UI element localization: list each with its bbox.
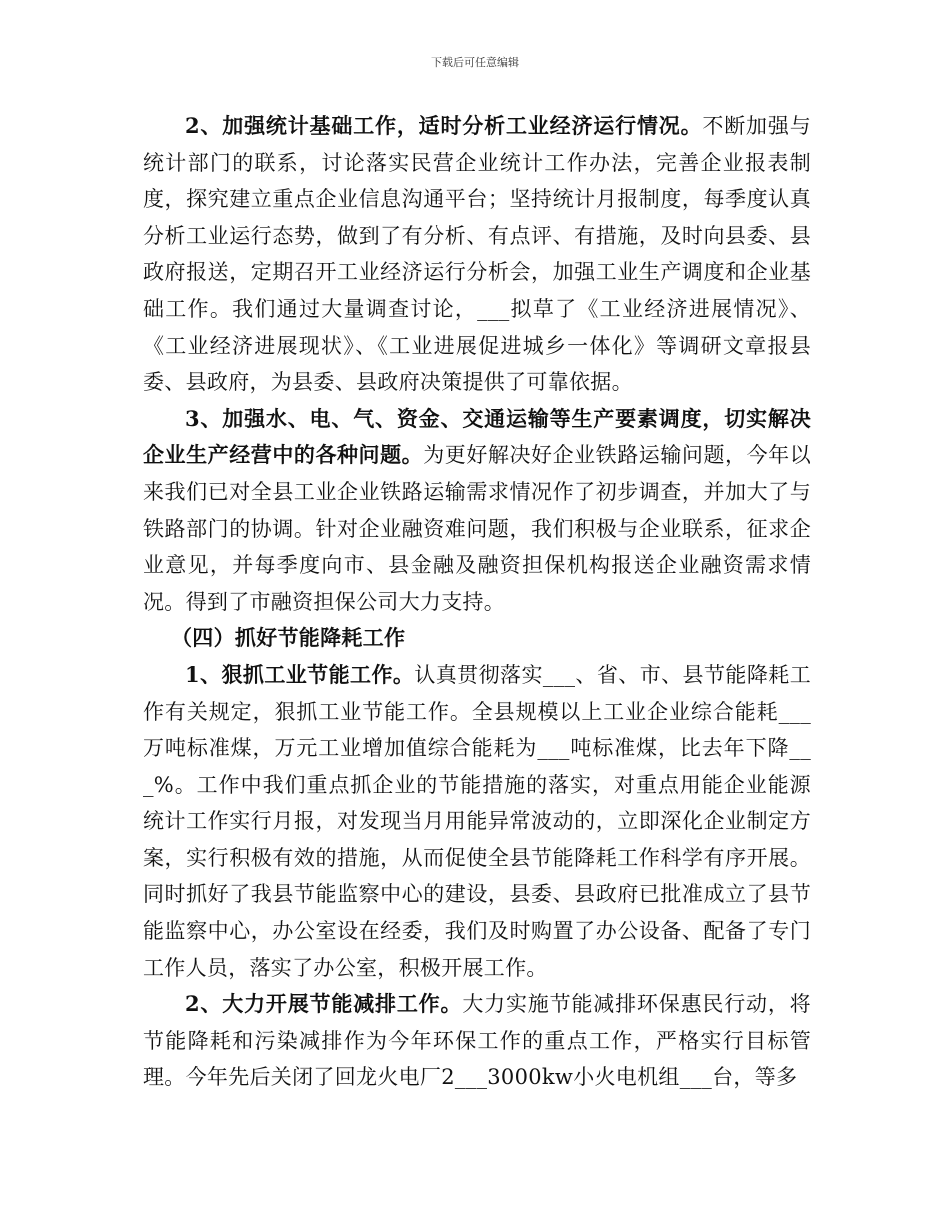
paragraph-heading: 3、加强水、电、气、资金、交通运输等生产要素调度，切实解决企业生产经营中的各种问题。 <box>143 405 811 468</box>
paragraph-statistics <box>143 108 811 401</box>
paragraph-energy-saving <box>143 657 811 986</box>
paragraph-text: 不断加强与统计部门的联系，讨论落实民营企业统计工作办法，完善企业报表制度，探究建立重点企业信息沟通平台；坚持统计月报制度，每季度认真分析工业运行态势，做到了有分析、有点评、有措施，及时向县委、县政府报送，定期召开工业经济运行分析会，加强工业生产调度和企业基础工作。我们通过大量调查讨论，___拟草了《工业经济进展情况》、《工业经济进展现状》、《工业进展促进城乡一体化》等调研文章报县委、县政府，为县委、县政府决策提供了可靠依据。 <box>143 114 812 395</box>
paragraph-text: 为更好解决好企业铁路运输问题，今年以来我们已对全县工业企业铁路运输需求情况作了初步调查，并加大了与铁路部门的协调。针对企业融资难问题，我们积极与企业联系，征求企业意见，并每季度向市、县金融及融资担保机构报送企业融资需求情况。得到了市融资担保公司大力支持。 <box>143 443 811 614</box>
paragraph-heading: 2、加强统计基础工作，适时分析工业经济运行情况。 <box>185 113 703 138</box>
section-heading: （四）抓好节能降耗工作 <box>171 625 406 651</box>
document-body <box>143 108 811 1096</box>
paragraph-heading: 2、大力开展节能减排工作。 <box>185 991 463 1017</box>
page-header: 下载后可任意编辑 <box>431 56 519 69</box>
paragraph-emission-reduction <box>143 986 811 1096</box>
paragraph-production-factors <box>143 401 811 621</box>
paragraph-text: 认真贯彻落实___、省、市、县节能降耗工作有关规定，狠抓工业节能工作。全县规模以上工业企业综合能耗___万吨标准煤，万元工业增加值综合能耗为___吨标准煤，比去年下降___%。工作中我们重点抓企业的节能措施的落实，对重点用能企业能源统计工作实行月报，对发现当月用能异常波动的，立即深化企业制定方案，实行积极有效的措施，从而促使全县节能降耗工作科学有序开展。同时抓好了我县节能监察中心的建设，县委、县政府已批准成立了县节能监察中心，办公室设在经委，我们及时购置了办公设备、配备了专门工作人员，落实了办公室，积极开展工作。 <box>143 662 811 980</box>
paragraph-text: 大力实施节能减排环保惠民行动，将节能降耗和污染减排作为今年环保工作的重点工作，严格实行目标管理。今年先后关闭了回龙火电厂2___3000kw小火电机组___台，等多 <box>143 992 811 1090</box>
paragraph-heading: 1、狠抓工业节能工作。 <box>185 661 415 687</box>
